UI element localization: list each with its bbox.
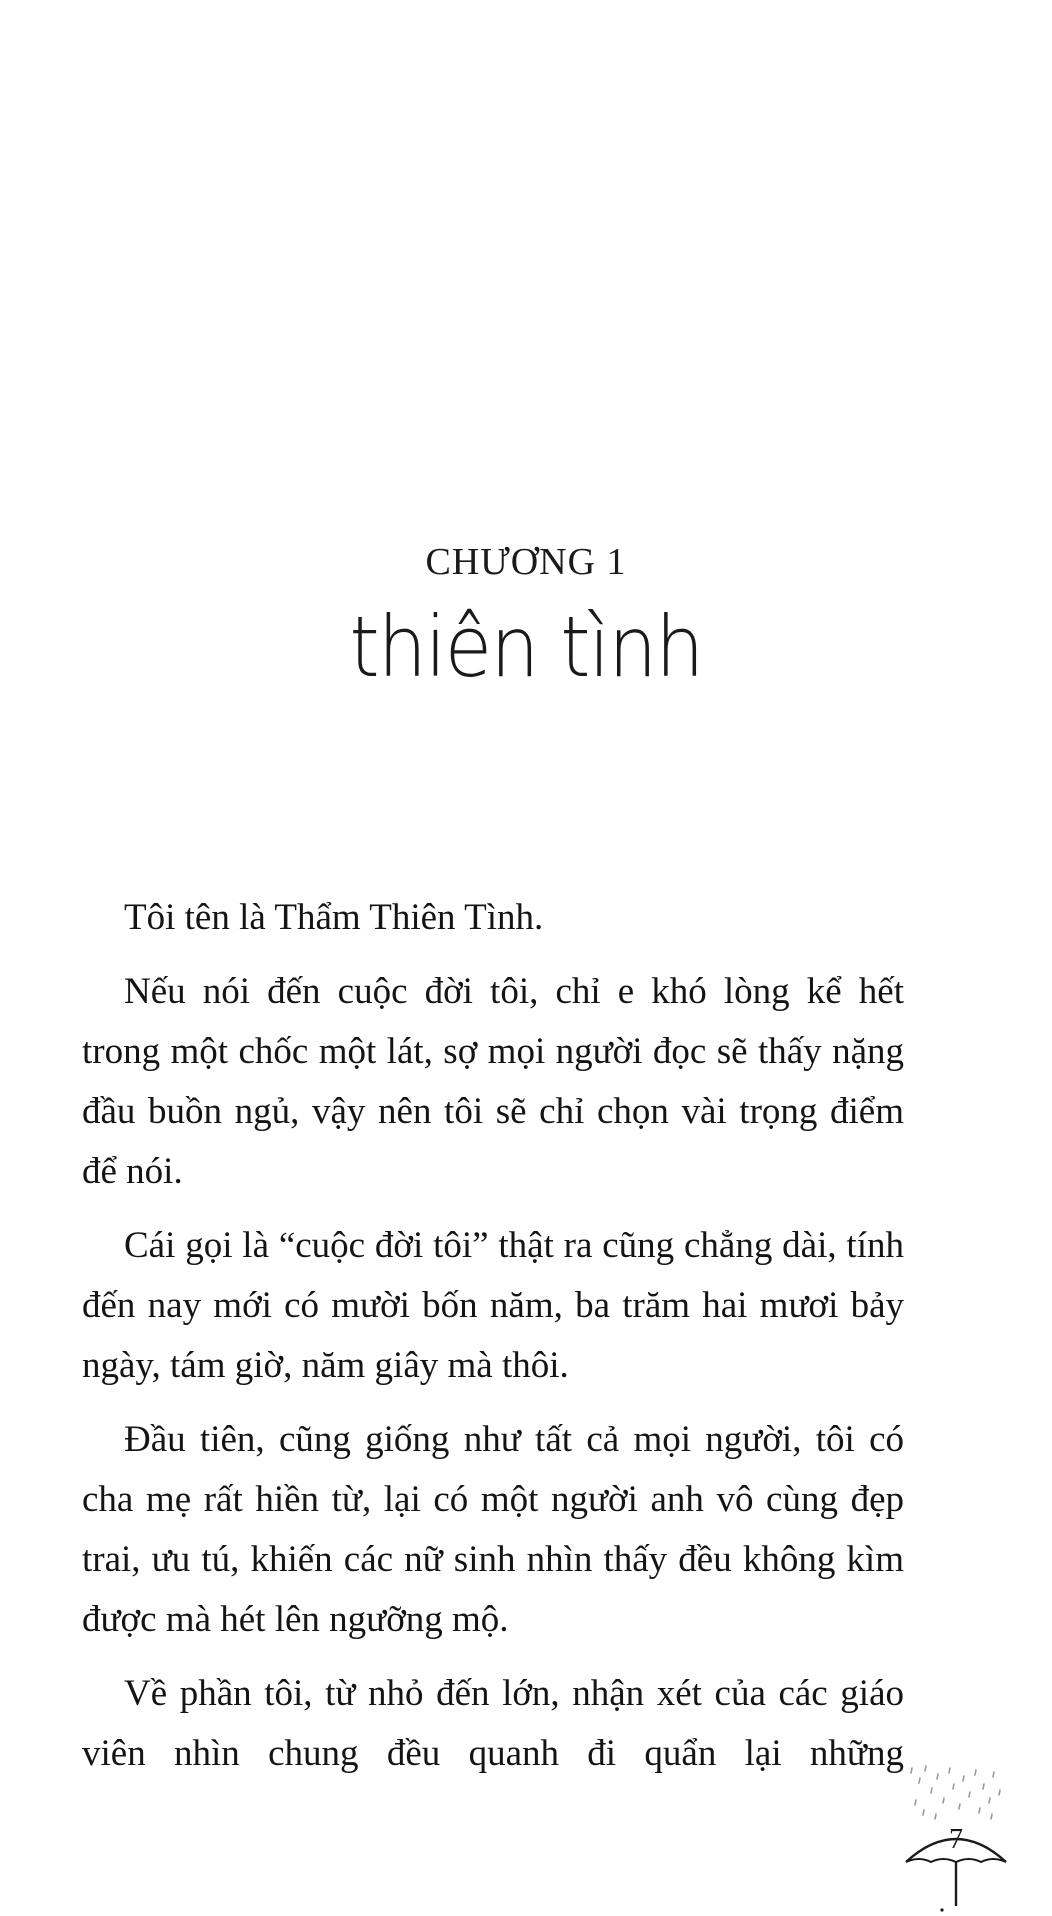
paragraph-4: Đầu tiên, cũng giống như tất cả mọi người, tôi có cha mẹ rất hiền từ, lại có một người anh vô cùng đẹp trai, ưu tú, khiến các nữ sinh nhìn thấy đều không kìm được mà hét lên ngưỡng mộ. [82, 1419, 904, 1640]
paragraph-3: Cái gọi là “cuộc đời tôi” thật ra cũng chẳng dài, tính đến nay mới có mười bốn năm, ba trăm hai mươi bảy ngày, tám giờ, năm giây mà thôi. [82, 1225, 904, 1386]
paragraph-5: Về phần tôi, từ nhỏ đến lớn, nhận xét của các giáo viên nhìn chung đều quanh đi quẩn lại những [82, 1673, 904, 1774]
chapter-label: CHƯƠNG 1 [425, 541, 627, 583]
paragraph-2: Nếu nói đến cuộc đời tôi, chỉ e khó lòng kể hết trong một chốc một lát, sợ mọi người đọc sẽ thấy nặng đầu buồn ngủ, vậy nên tôi sẽ chỉ chọn vài trọng điểm để nói. [82, 971, 904, 1192]
chapter-title: thiên tình [349, 598, 703, 696]
chapter-body [82, 888, 904, 1798]
paragraph-1: Tôi tên là Thẩm Thiên Tình. [124, 897, 544, 938]
page-number: 7 [949, 1824, 963, 1855]
rain-drops-icon [906, 1764, 1006, 1824]
